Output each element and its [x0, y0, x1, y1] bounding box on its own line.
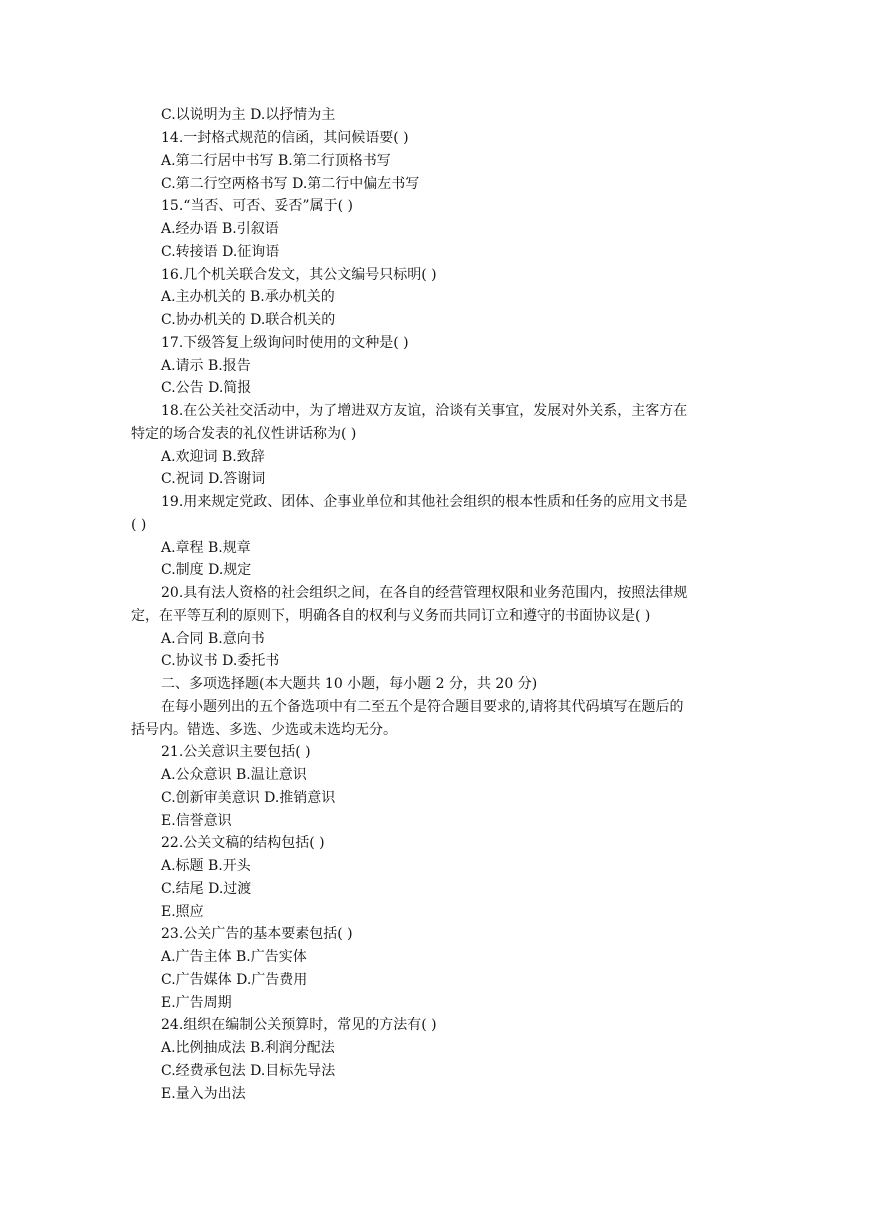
- text-line: A.标题 B.开头: [161, 858, 251, 874]
- text-line: A.经办语 B.引叙语: [161, 221, 279, 237]
- text-line: C.广告媒体 D.广告费用: [161, 972, 308, 988]
- text-line: A.比例抽成法 B.利润分配法: [161, 1040, 335, 1056]
- text-line: A.公众意识 B.温让意识: [161, 767, 307, 783]
- text-line: C.结尾 D.过渡: [161, 881, 252, 897]
- text-line: E.广告周期: [161, 995, 232, 1011]
- text-line: C.协办机关的 D.联合机关的: [161, 312, 336, 328]
- text-line: 在每小题列出的五个备选项中有二至五个是符合题目要求的,请将其代码填写在题后的: [161, 699, 684, 715]
- text-line: 17.下级答复上级询问时使用的文种是( ): [161, 335, 409, 351]
- text-line: C.制度 D.规定: [161, 562, 252, 578]
- text-line: 14.一封格式规范的信函，其问候语要( ): [161, 130, 409, 146]
- text-line: C.经费承包法 D.目标先导法: [161, 1063, 336, 1079]
- text-line: A.请示 B.报告: [161, 358, 251, 374]
- text-line: C.第二行空两格书写 D.第二行中偏左书写: [161, 176, 420, 192]
- section-heading: 二、多项选择题(本大题共 10 小题，每小题 2 分，共 20 分): [161, 676, 538, 692]
- text-line: 20.具有法人资格的社会组织之间，在各自的经营管理权限和业务范围内，按照法律规: [161, 585, 688, 601]
- text-line: A.章程 B.规章: [161, 540, 251, 556]
- text-line: 22.公关文稿的结构包括( ): [161, 835, 325, 851]
- text-line: E.信誉意识: [161, 813, 232, 829]
- text-line: 15.“当否、可否、妥否”属于( ): [161, 198, 353, 214]
- text-line: 18.在公关社交活动中，为了增进双方友谊，洽谈有关事宜，发展对外关系，主客方在: [161, 403, 688, 419]
- text-line: C.协议书 D.委托书: [161, 653, 280, 669]
- text-line: 19.用来规定党政、团体、企事业单位和其他社会组织的根本性质和任务的应用文书是: [161, 494, 688, 510]
- text-line: C.转接语 D.征询语: [161, 244, 280, 260]
- text-line: C.公告 D.简报: [161, 380, 252, 396]
- text-line: A.欢迎词 B.致辞: [161, 449, 265, 465]
- text-line: 括号内。错选、多选、少选或未选均无分。: [131, 722, 397, 738]
- text-line: C.以说明为主 D.以抒情为主: [161, 107, 336, 123]
- text-line: 16.几个机关联合发文，其公文编号只标明( ): [161, 267, 437, 283]
- text-line: 特定的场合发表的礼仪性讲话称为( ): [131, 426, 357, 442]
- text-line: 21.公关意识主要包括( ): [161, 744, 311, 760]
- text-line: A.主办机关的 B.承办机关的: [161, 289, 335, 305]
- text-line: 定，在平等互利的原则下，明确各自的权利与义务而共同订立和遵守的书面协议是( ): [131, 608, 651, 624]
- text-line: E.照应: [161, 904, 204, 920]
- text-line: ( ): [131, 517, 147, 533]
- text-line: A.合同 B.意向书: [161, 631, 265, 647]
- text-line: 24.组织在编制公关预算时，常见的方法有( ): [161, 1017, 437, 1033]
- text-line: C.祝词 D.答谢词: [161, 471, 266, 487]
- text-line: 23.公关广告的基本要素包括( ): [161, 926, 353, 942]
- text-line: A.广告主体 B.广告实体: [161, 949, 307, 965]
- text-line: A.第二行居中书写 B.第二行顶格书写: [161, 153, 391, 169]
- text-line: C.创新审美意识 D.推销意识: [161, 790, 336, 806]
- text-line: E.量入为出法: [161, 1086, 246, 1102]
